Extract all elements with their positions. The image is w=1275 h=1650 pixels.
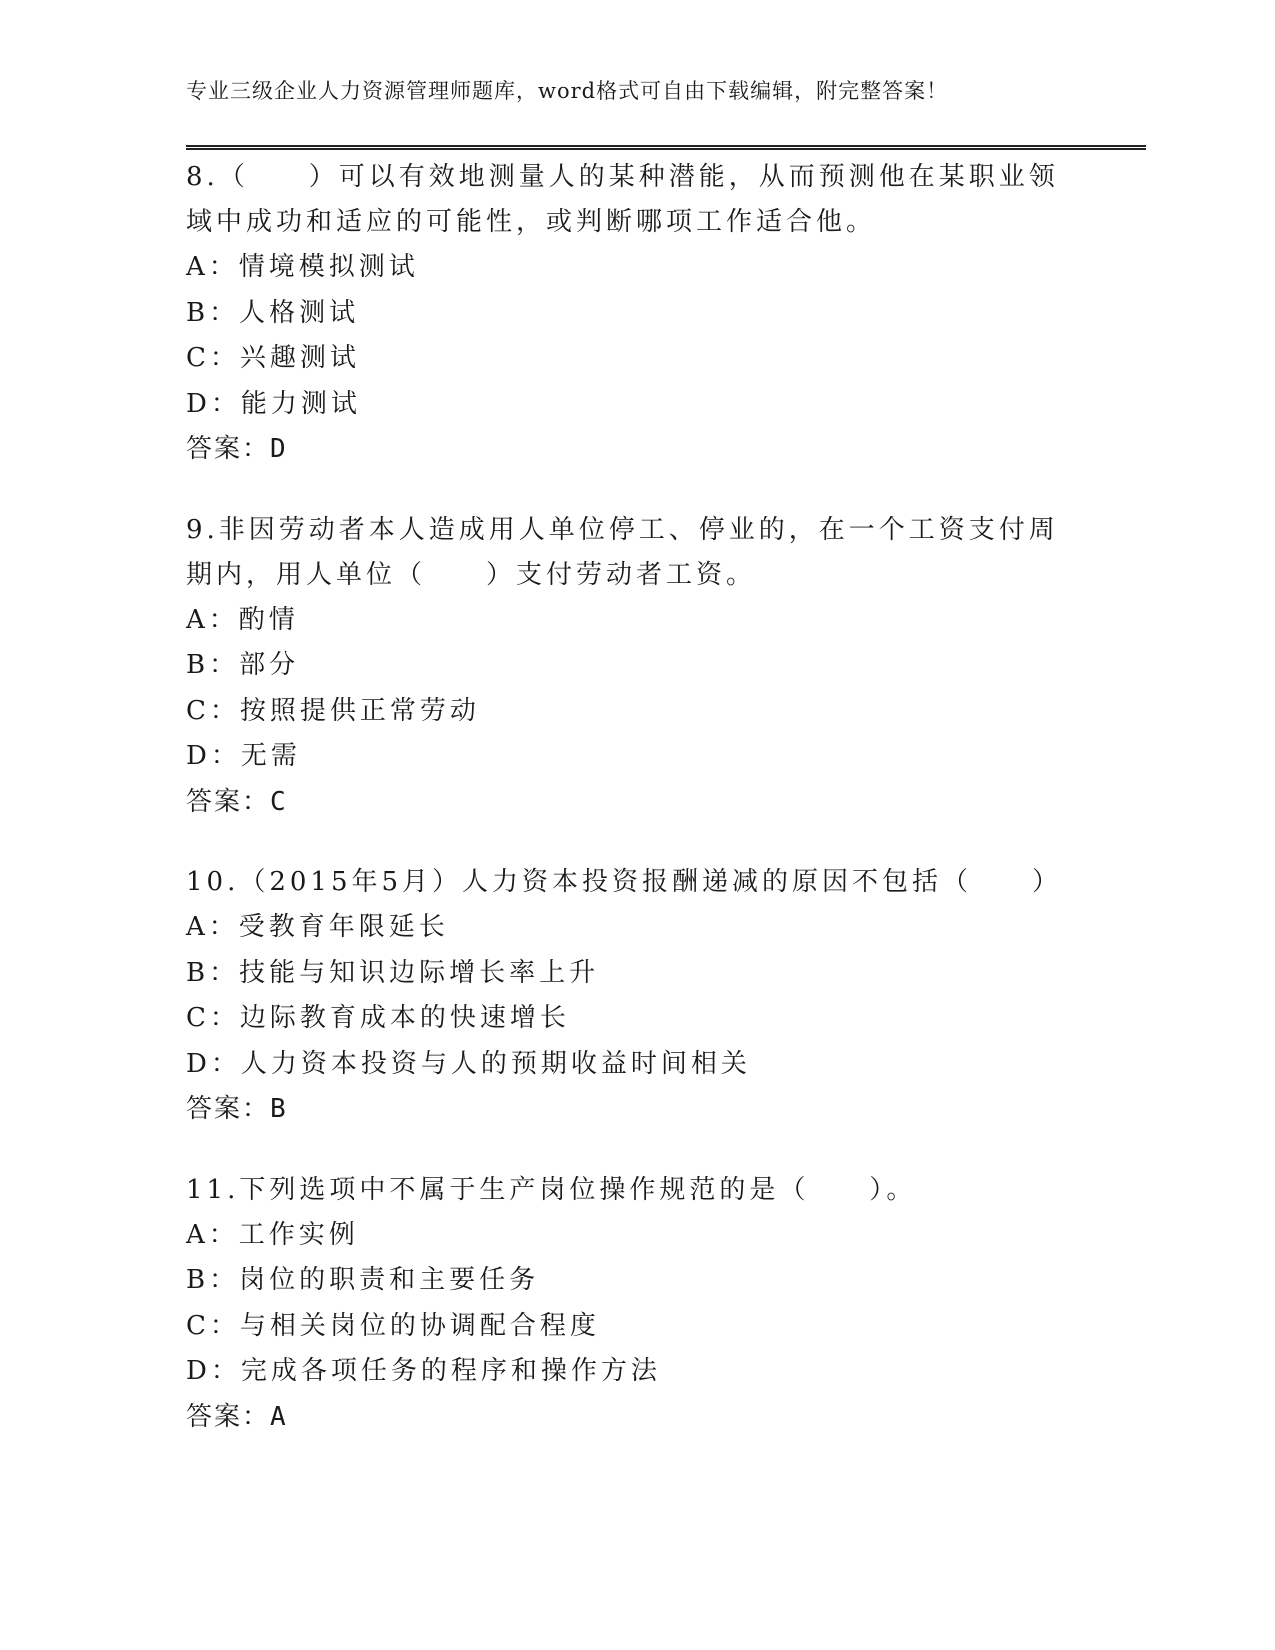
answer-line xyxy=(186,1395,1086,1441)
option-d: D：能力测试 xyxy=(186,388,361,419)
option-b: B：岗位的职责和主要任务 xyxy=(186,1265,540,1295)
option-a: A：受教育年限延长 xyxy=(186,912,449,942)
answer-value: A xyxy=(270,1401,288,1432)
option-d: D：完成各项任务的程序和操作方法 xyxy=(186,1356,661,1386)
question-11 xyxy=(186,1168,1086,1441)
answer-line xyxy=(186,427,1086,473)
answer-label: 答案： xyxy=(186,434,271,464)
option-d: D：无需 xyxy=(186,741,301,771)
question-list xyxy=(186,155,1086,1475)
option-c: C：按照提供正常劳动 xyxy=(186,695,480,726)
answer-label: 答案： xyxy=(186,1401,271,1432)
answer-value: D xyxy=(270,434,288,464)
option-c: C：兴趣测试 xyxy=(186,343,360,373)
question-stem: 9.非因劳动者本人造成用人单位停工、停业的，在一个工资支付周期内，用人单位（ ）支付劳动者工资。 xyxy=(186,514,1059,590)
answer-value: C xyxy=(270,786,288,817)
option-c: C：与相关岗位的协调配合程度 xyxy=(186,1310,600,1341)
answer-line xyxy=(186,1087,1086,1133)
option-b: B：人格测试 xyxy=(186,297,360,328)
header-divider xyxy=(186,145,1146,150)
option-a: A：酌情 xyxy=(186,604,299,635)
answer-label: 答案： xyxy=(186,1094,271,1124)
answer-label: 答案： xyxy=(186,786,271,817)
question-stem: 11.下列选项中不属于生产岗位操作规范的是（ ）。 xyxy=(186,1174,917,1205)
question-10 xyxy=(186,860,1086,1133)
question-8 xyxy=(186,155,1086,473)
option-b: B：技能与知识边际增长率上升 xyxy=(186,957,600,988)
page-header: 专业三级企业人力资源管理师题库，word格式可自由下载编辑，附完整答案！ xyxy=(186,79,949,103)
answer-line xyxy=(186,780,1086,826)
option-d: D：人力资本投资与人的预期收益时间相关 xyxy=(186,1048,751,1079)
answer-value: B xyxy=(270,1094,288,1124)
option-b: B：部分 xyxy=(186,650,300,680)
option-c: C：边际教育成本的快速增长 xyxy=(186,1003,570,1033)
question-9 xyxy=(186,508,1086,826)
question-stem: 8.（ ）可以有效地测量人的某种潜能，从而预测他在某职业领域中成功和适应的可能性，或判断哪项工作适合他。 xyxy=(186,162,1059,237)
question-stem: 10.（2015年5月）人力资本投资报酬递减的原因不包括（ ） xyxy=(186,867,1063,897)
option-a: A：情境模拟测试 xyxy=(186,252,419,282)
option-a: A：工作实例 xyxy=(186,1219,359,1250)
